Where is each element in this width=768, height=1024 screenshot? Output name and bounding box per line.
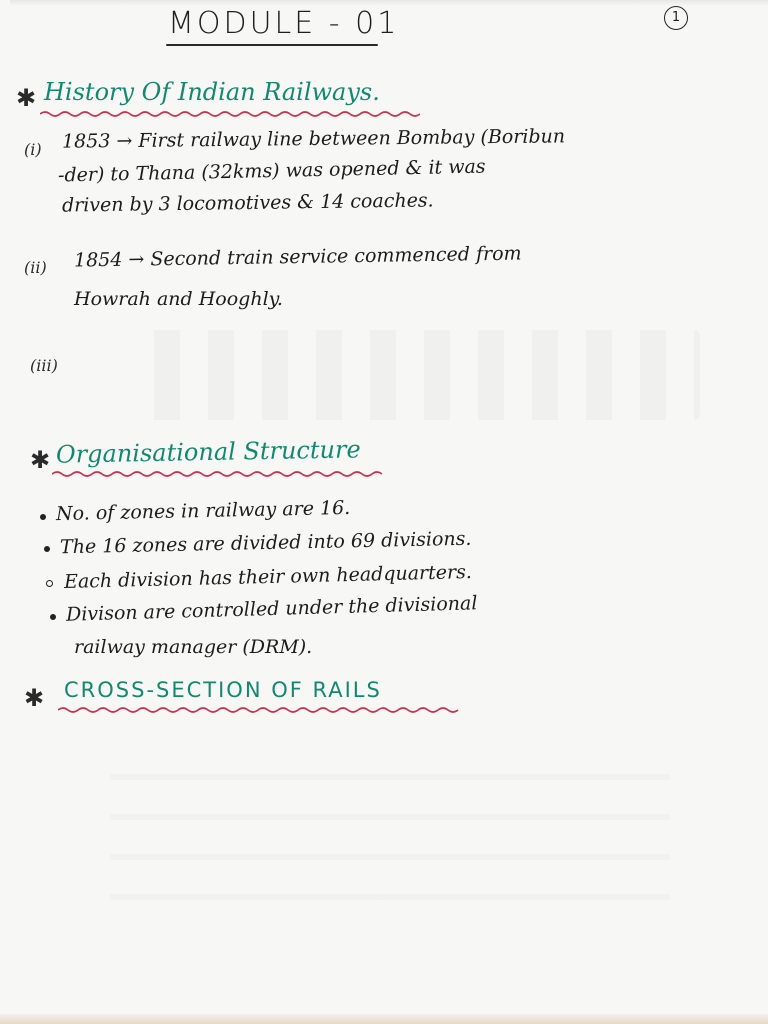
page-number: 1	[664, 6, 688, 30]
history-line: 1854 → Second train service commenced from	[73, 242, 522, 272]
heading-underline	[52, 470, 382, 478]
list-marker: (ii)	[24, 258, 47, 277]
organisation-bullet: Each division has their own headquarters.	[63, 561, 473, 593]
heading-underline	[40, 110, 420, 118]
section-heading-organisation: Organisational Structure	[55, 435, 361, 469]
bullet-dot	[46, 580, 53, 587]
section-heading-cross-section: CROSS-SECTION OF RAILS	[64, 678, 382, 702]
organisation-bullet: Divison are controlled under the divisional	[65, 592, 478, 626]
page-title: MODULE - 01	[168, 6, 400, 41]
bullet-dot	[40, 514, 46, 520]
history-line: driven by 3 locomotives & 14 coaches.	[61, 189, 434, 217]
reverse-side-bleed	[110, 750, 670, 930]
organisation-bullet: The 16 zones are divided into 69 divisions.	[59, 527, 472, 559]
title-underline	[166, 44, 378, 46]
history-line: -der) to Thana (32kms) was opened & it was	[57, 155, 486, 187]
reverse-side-bleed	[140, 330, 700, 420]
star-bullet-icon: ✱	[24, 684, 45, 712]
bullet-dot	[44, 546, 50, 552]
page-bottom-edge	[0, 1014, 768, 1024]
history-line: Howrah and Hooghly.	[74, 288, 283, 310]
star-bullet-icon: ✱	[30, 446, 51, 474]
list-marker: (i)	[24, 140, 42, 159]
bullet-dot	[50, 614, 56, 620]
history-line: 1853 → First railway line between Bombay (Boribun	[61, 125, 566, 153]
section-heading-history: History Of Indian Railways.	[44, 78, 380, 106]
list-marker: (iii)	[30, 356, 58, 375]
organisation-bullet: No. of zones in railway are 16.	[55, 496, 351, 526]
star-bullet-icon: ✱	[16, 84, 37, 112]
organisation-bullet-continued: railway manager (DRM).	[74, 636, 313, 658]
heading-underline	[58, 706, 462, 714]
